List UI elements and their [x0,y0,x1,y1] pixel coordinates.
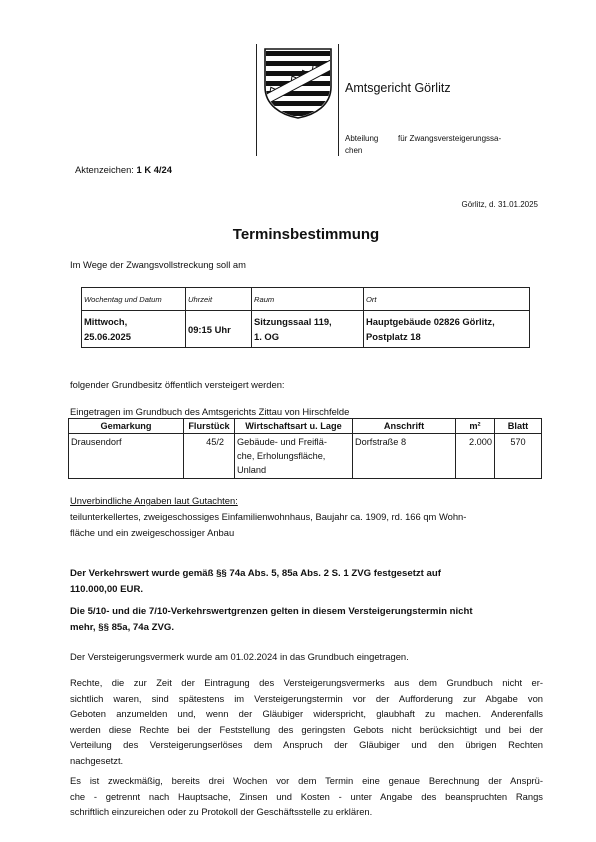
advice-line-1: Es ist zweckmäßig, bereits drei Wochen vor dem Termin eine genaue Berechnung der Ansprü- [70,775,543,786]
appointment-header-room: Raum [252,288,364,311]
appointment-header-time: Uhrzeit [186,288,252,311]
appraisal-line-1: teilunterkellertes, zweigeschossiges Einfamilienwohnhaus, Baujahr ca. 1909, rd. 166 qm Wohn- [70,511,467,522]
property-header-art: Wirtschaftsart u. Lage [235,419,353,434]
appointment-place-cell [364,311,530,348]
appointment-room-cell [252,311,364,348]
advice-line-2: che - getrennt nach Hauptsache, Zinsen und Kosten - unter Angabe des beanspruchten Rangs [70,790,543,802]
header-rule-right [338,44,339,156]
rights-line-6: nachgesetzt. [70,754,124,766]
limits-statement-line-1: Die 5/10- und die 7/10-Verkehrswertgrenzen gelten in diesem Versteigerungstermin nicht [70,606,473,617]
limits-statement-line-2: mehr, §§ 85a, 74a ZVG. [70,621,174,633]
property-header-gemarkung: Gemarkung [69,419,184,434]
intro-text: Im Wege der Zwangsvollstreckung soll am [70,259,246,270]
file-reference [75,163,172,176]
appointment-weekday: Mittwoch, [84,316,128,327]
document-title: Terminsbestimmung [232,226,380,243]
file-reference-label: Aktenzeichen: [75,164,134,175]
appointment-date-cell [82,311,186,348]
property-blatt: 570 [495,434,542,479]
appointment-place-line-1: Hauptgebäude 02826 Görlitz, [366,316,495,327]
place-date: Görlitz, d. 31.01.2025 [461,200,538,209]
appraisal-heading: Unverbindliche Angaben laut Gutachten: [70,495,238,506]
appointment-room-line-1: Sitzungssaal 119, [254,316,332,327]
advice-paragraph [70,773,543,820]
registered-note: Der Versteigerungsvermerk wurde am 01.02.2024 in das Grundbuch eingetragen. [70,651,409,662]
property-header-blatt: Blatt [495,419,542,434]
court-name: Amtsgericht Görlitz [345,81,451,95]
value-statement-line-1: Der Verkehrswert wurde gemäß §§ 74a Abs. 5, 85a Abs. 2 S. 1 ZVG festgesetzt auf [70,568,441,579]
property-art-cell [235,434,353,479]
property-header-m2: m² [456,419,495,434]
department-label: Abteilung [345,134,379,143]
property-art-line-2: che, Erholungsfläche, [237,451,326,461]
coat-of-arms-logo [263,47,333,119]
rights-line-4: werden diese Rechte bei der Feststellung des geringsten Gebots nicht berücksichtigt und bei der [70,723,543,735]
header-rule-left [256,44,257,156]
rights-line-5: Verteilung des Versteigerungserlöses dem Anspruch der Gläubiger und den übrigen Rechten [70,739,543,750]
appointment-table [81,287,530,348]
rights-line-3: Geboten anzumelden und, wenn der Gläubiger widerspricht, glaubhaft zu machen. Anderenfalls [70,708,543,719]
registry-text: Eingetragen im Grundbuch des Amtsgerichts Zittau von Hirschfelde [70,406,350,417]
appraisal-block [70,493,543,541]
advice-line-3: schriftlich einzureichen oder zu Protokoll der Geschäftsstelle zu erklären. [70,806,373,817]
property-gemarkung: Drausendorf [69,434,184,479]
department-name-line-2: chen [345,146,363,155]
value-statement-line-2: 110.000,00 EUR. [70,583,144,595]
appointment-room-line-2: 1. OG [254,331,280,342]
property-art-line-1: Gebäude- und Freiflä- [237,437,327,447]
property-header-flurstueck: Flurstück [184,419,235,434]
property-art-line-3: Unland [237,465,267,475]
appointment-place-line-2: Postplatz 18 [366,331,421,342]
department-name-line-1: für Zwangsversteigerungssa- [398,134,502,143]
appointment-header-date: Wochentag und Datum [82,288,186,311]
property-m2: 2.000 [456,434,495,479]
auction-text: folgender Grundbesitz öffentlich versteigert werden: [70,379,285,390]
appointment-time: 09:15 Uhr [186,311,252,348]
appointment-header-place: Ort [364,288,530,311]
rights-line-1: Rechte, die zur Zeit der Eintragung des Versteigerungsvermerks aus dem Grundbuch nicht er- [70,677,543,688]
appraisal-line-2: fläche und ein zweigeschossiger Anbau [70,527,235,538]
property-anschrift: Dorfstraße 8 [353,434,456,479]
property-header-anschrift: Anschrift [353,419,456,434]
rights-line-2: sichtlich waren, sind spätestens im Versteigerungstermin vor der Aufforderung zur Abgabe von [70,692,543,704]
limits-statement [70,604,543,635]
value-statement [70,566,543,597]
rights-paragraph [70,675,543,768]
file-reference-value: 1 K 4/24 [136,164,172,175]
appointment-date: 25.06.2025 [84,331,131,342]
property-flurstueck: 45/2 [184,434,235,479]
property-table [68,418,542,479]
department-name [398,133,501,144]
